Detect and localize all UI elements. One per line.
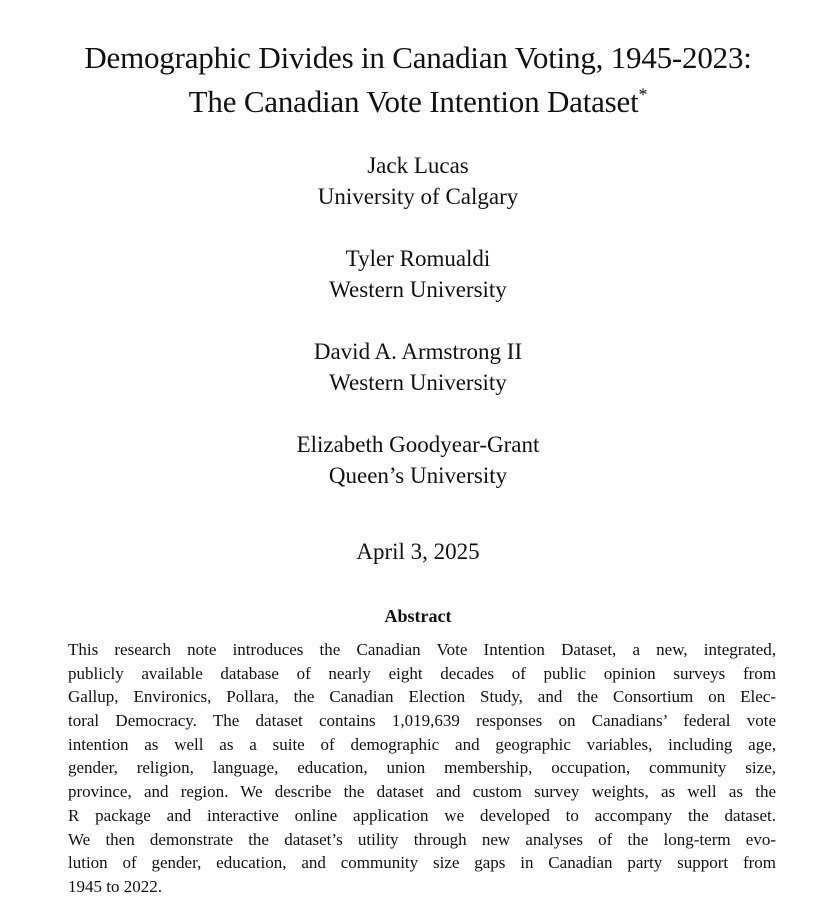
author-name: Elizabeth Goodyear-Grant bbox=[296, 432, 540, 457]
abstract-line: Gallup, Environics, Pollara, the Canadian Election Study, and the Consortium on Elec- bbox=[68, 687, 776, 707]
author-block bbox=[0, 243, 836, 305]
author-list bbox=[0, 150, 836, 522]
author-block bbox=[0, 429, 836, 491]
abstract-line: publicly available database of nearly eight decades of public opinion surveys from bbox=[68, 663, 776, 683]
title-line-1: Demographic Divides in Canadian Voting, 1945-2023: bbox=[84, 40, 752, 75]
abstract-line: gender, religion, language, education, union membership, occupation, community size, bbox=[68, 758, 776, 778]
paper-title bbox=[0, 36, 836, 124]
abstract-line: 1945 to 2022. bbox=[68, 876, 162, 896]
abstract-line: This research note introduces the Canadian Vote Intention Dataset, a new, integrated, bbox=[68, 640, 776, 659]
abstract-line: province, and region. We describe the dataset and custom survey weights, as well as the bbox=[68, 782, 776, 802]
abstract-line: toral Democracy. The dataset contains 1,019,639 responses on Canadians’ federal vote bbox=[68, 711, 776, 731]
abstract-line: R package and interactive online application we developed to accompany the dataset. bbox=[68, 805, 776, 825]
author-block bbox=[0, 150, 836, 212]
abstract-body bbox=[68, 638, 776, 899]
author-name: Jack Lucas bbox=[367, 153, 469, 178]
author-name: Tyler Romualdi bbox=[345, 246, 491, 271]
author-block bbox=[0, 336, 836, 398]
author-affiliation: Queen’s University bbox=[328, 463, 508, 488]
author-affiliation: University of Calgary bbox=[317, 184, 519, 209]
title-line-2 bbox=[0, 80, 836, 124]
publication-date: April 3, 2025 bbox=[356, 539, 480, 564]
title-footnote-mark: * bbox=[638, 84, 648, 105]
abstract-line: intention as well as a suite of demographic and geographic variables, including age, bbox=[68, 734, 776, 754]
author-name: David A. Armstrong II bbox=[313, 339, 523, 364]
title-line-2-text: The Canadian Vote Intention Dataset bbox=[188, 84, 639, 119]
abstract-heading: Abstract bbox=[384, 606, 452, 626]
abstract-line: lution of gender, education, and community size gaps in Canadian party support from bbox=[68, 853, 776, 873]
author-affiliation: Western University bbox=[329, 277, 507, 302]
abstract-line: We then demonstrate the dataset’s utility through new analyses of the long-term evo- bbox=[68, 829, 776, 849]
author-affiliation: Western University bbox=[329, 370, 507, 395]
